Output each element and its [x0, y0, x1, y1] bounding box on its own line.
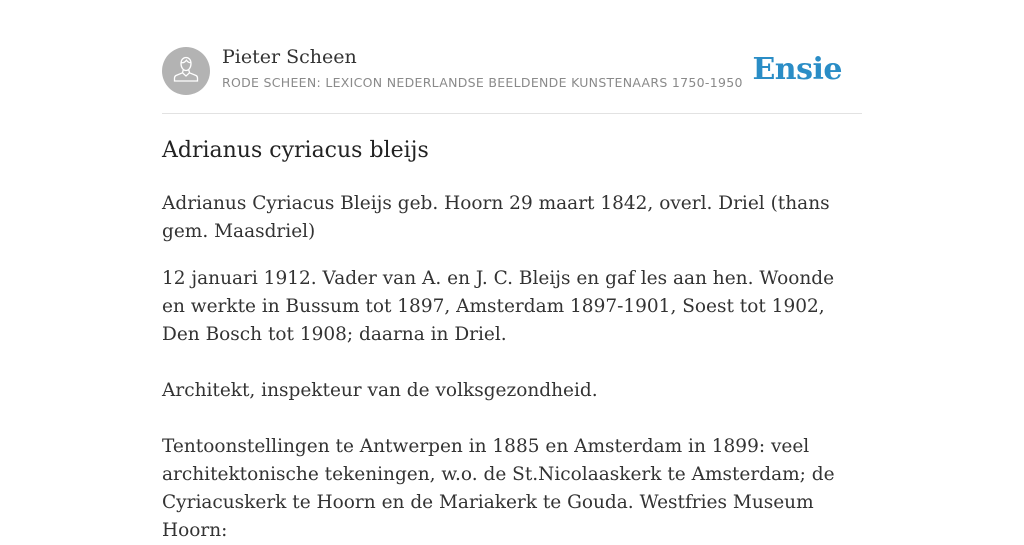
ensie-logo[interactable]: Ensie — [752, 52, 842, 87]
author-name[interactable]: Pieter Scheen — [222, 46, 357, 68]
article-paragraph-3: Architekt, inspekteur van de volksgezondheid. — [162, 380, 598, 401]
article-paragraph-2: 12 januari 1912. Vader van A. en J. C. Bleijs en gaf les aan hen. Woonde en werkte in Bussum tot 1897, Amsterdam 1897-1901, Soest tot 1902, Den Bosch tot 1908; daarna in Driel. — [162, 268, 835, 345]
article-page — [162, 0, 862, 541]
user-icon — [171, 54, 201, 88]
article-title: Adrianus cyriacus bleijs — [162, 138, 429, 163]
article-paragraph-4: Tentoonstellingen te Antwerpen in 1885 en Amsterdam in 1899: veel architektonische tekeningen, w.o. de St.Nicolaaskerk te Amsterdam; de Cyriacuskerk te Hoorn en de Mariakerk te Gouda. Westfries Museum Hoorn: — [162, 436, 835, 541]
page-header — [162, 0, 862, 114]
author-avatar[interactable] — [162, 47, 210, 95]
source-title[interactable]: RODE SCHEEN: LEXICON NEDERLANDSE BEELDENDE KUNSTENAARS 1750-1950 — [222, 75, 743, 90]
article-paragraph-1: Adrianus Cyriacus Bleijs geb. Hoorn 29 maart 1842, overl. Driel (thans gem. Maasdriel) — [162, 193, 830, 242]
